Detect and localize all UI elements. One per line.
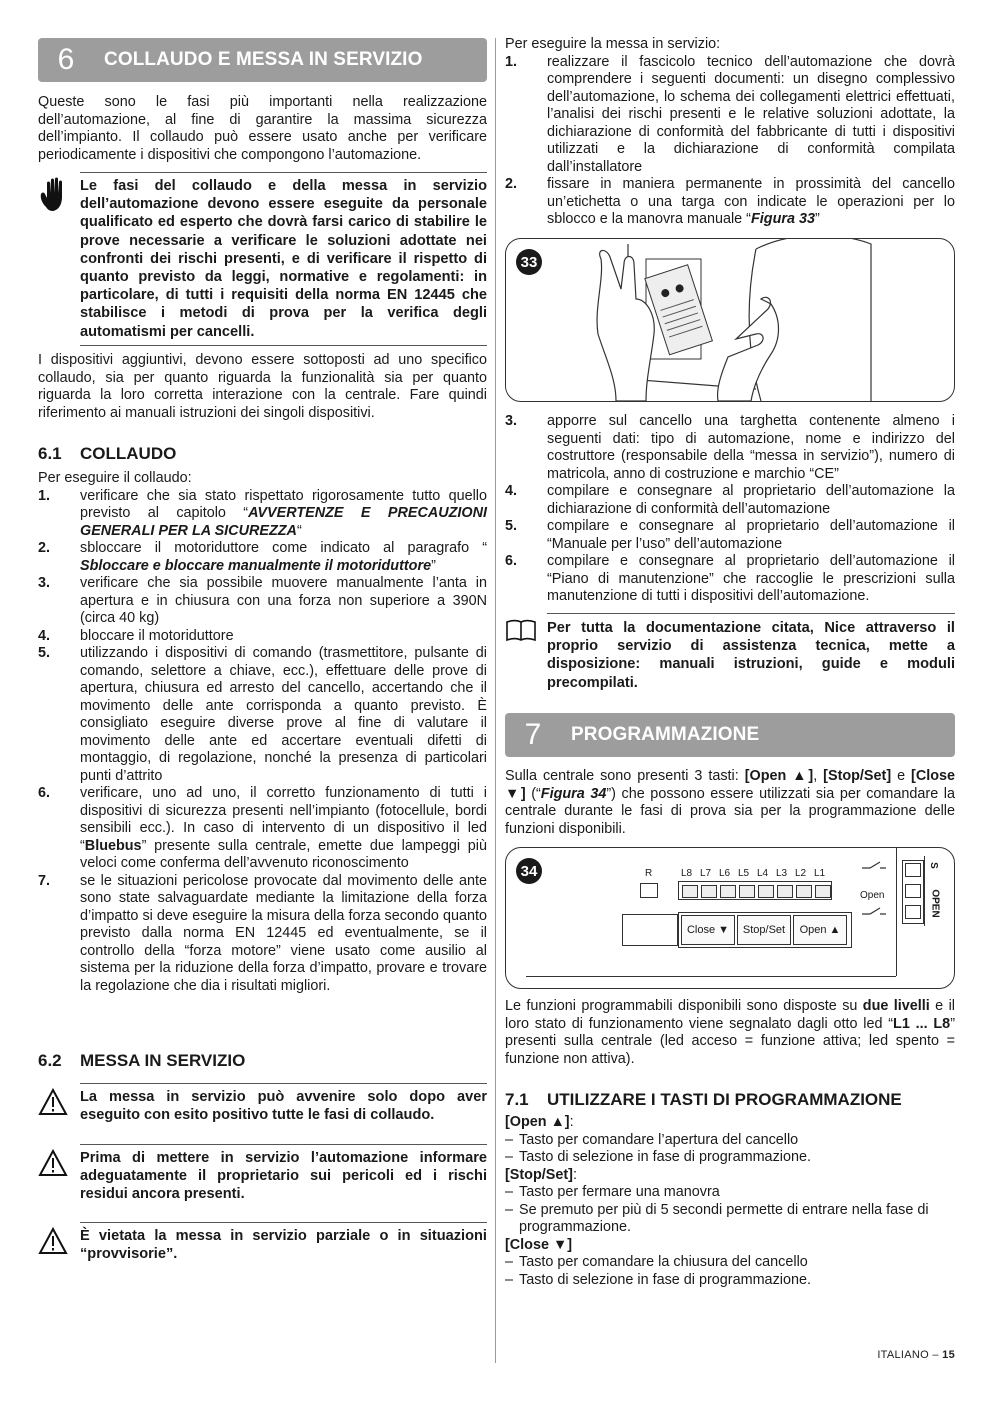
section-6-extra: I dispositivi aggiuntivi, devono essere sottoposti ad uno specifico collaudo, sia per quanto riguarda la funzionalità sia per quanto riguarda la loro corretta interazione con la centrale. Fare quindi riferimento ai manuali istruzioni dei singoli dispositivi. [38,352,487,421]
list-item: 6. compilare e consegnare al proprietario dell’automazione il “Piano di manutenzione” che raccoglie le prescrizioni sulla manutenzione di tutti i dispositivi dell’automazione. [505,553,955,604]
led [777,885,793,898]
list-item: 7. se le situazioni pericolose provocate dal movimento delle ante sono state salvaguardate mediante la limitazione della forza d’impatto si deve eseguire la misura della forza secondo quanto previsto dalla norma EN 12445 ed eventualmente, se il controllo della “forza motore” viene usato come ausilio al sistema per la riduzione della forza d’impatto, provare e trovare la regolazione che dia i risultati migliori. [38,872,487,994]
warning-note-1: La messa in servizio può avvenire solo dopo aver eseguito con esito positivo tutte le fasi di collaudo. [38,1088,487,1124]
list-item: – Tasto per fermare una manovra [505,1184,720,1200]
close-button[interactable]: Close ▼ [681,915,735,945]
section-7-after-figure: Le funzioni programmabili disponibili sono disposte su due livelli e il loro stato di funzionamento viene segnalato dagli otto led “L1 ... L8” presenti sulla centrale (led acceso = funzione attiva; led spento = funzione non attiva). [505,998,955,1067]
led-label: L6 [719,868,731,879]
warning-triangle-icon [38,1149,80,1204]
rule [547,613,955,614]
subsection-6-1-title: 6.1 COLLAUDO [38,444,177,463]
warning-note-2: Prima di mettere in servizio l’automazione informare adeguatamente il proprietario sui pericoli ed i rischi residui ancora presenti. [38,1149,487,1204]
led-label: L3 [776,868,788,879]
figure-34 [505,847,955,989]
messa-servizio-list-b [505,413,955,606]
figure-34-badge: 34 [516,858,542,884]
rule [80,172,487,173]
warning-note-3: È vietata la messa in servizio parziale o in situazioni “provvisorie”. [38,1227,487,1263]
switch-symbol [858,856,888,926]
list-item: 3. apporre sul cancello una targhetta contenente almeno i seguenti dati: tipo di automazione, nome e indirizzo del costruttore (responsabile della “messa in servizio”), numero di matricola, anno di costruzione e marchio “CE” [505,413,955,482]
column-divider [495,38,496,1363]
rule [80,1144,487,1145]
page-number: 15 [942,1349,955,1361]
led [720,885,736,898]
section-number: 6 [57,43,75,76]
collaudo-list [38,470,487,995]
led [701,885,717,898]
hand-stop-icon [38,177,80,341]
figure-33 [505,238,955,402]
terminal-open-label: OPEN [929,889,941,918]
warning-triangle-icon [38,1088,80,1124]
open-key-heading: [Open ▲]: [505,1114,574,1130]
subsection-6-2-title: 6.2 MESSA IN SERVIZIO [38,1051,246,1070]
section-title: COLLAUDO E MESSA IN SERVIZIO [104,49,423,70]
list-item: 6. verificare, uno ad uno, il corretto funzionamento di tutti i dispositivi di sicurezza presenti nell’impianto (fotocellule, bordi sensibili ecc.). In caso di intervento di un dispositivo il led “Bluebus” presente sulla centrale, emette due lampeggi più veloci come conferma dell’avvenuto riconoscimento [38,785,487,871]
led [682,885,698,898]
list-item: 5. compilare e consegnare al proprietario dell’automazione il “Manuale per l’uso” dell’automazione [505,518,955,552]
led [815,885,831,898]
list-item: – Se premuto per più di 5 secondi permette di entrare nella fase di programmazione. [505,1201,929,1235]
close-key-heading: [Close ▼] [505,1236,573,1253]
list-item: 4. bloccare il motoriduttore [38,627,234,644]
hand-warning-text: Le fasi del collaudo e della messa in servizio dell’automazione devono essere eseguite da personale qualificato ed esperto che dovrà farsi carico di stabilire le prove necessarie a verificare le soluzioni adottate nei confronti dei rischi presenti, e di verificare il rispetto di quanto previsto da leggi, normative e regolamenti: in particolare, di tutti i requisiti della norma EN 12445 che stabilisce i metodi di prova per la verifica degli automatismi per cancelli. [80,178,487,340]
list-item: 3. verificare che sia possibile muovere manualmente l’anta in apertura e in chiusura con una forza non superiore a 390N (circa 40 kg) [38,575,487,626]
rule [80,345,487,346]
terminal-s-label: S [927,862,939,869]
list-item: – Tasto di selezione in fase di programmazione. [505,1149,811,1165]
open-terminal-label: Open [860,890,885,901]
blank-key [622,914,678,946]
figure-33-badge: 33 [516,249,542,275]
section-title: PROGRAMMAZIONE [571,724,760,745]
led [758,885,774,898]
terminal [905,905,921,919]
hand-warning-note [38,177,487,341]
book-icon [505,619,547,692]
list-item: 2. sbloccare il motoriduttore come indicato al paragrafo “ Sbloccare e bloccare manualmente il motoriduttore” [38,540,487,574]
book-note: Per tutta la documentazione citata, Nice attraverso il proprio servizio di assistenza tecnica, mette a disposizione: manuali istruzioni, guide e moduli precompilati. [505,619,955,692]
program-keys-list [505,1114,955,1289]
footer-language: ITALIANO – [877,1349,943,1361]
section-7-header [505,713,955,757]
rule [80,1083,487,1084]
list-item: 1. realizzare il fascicolo tecnico dell’automazione che dovrà comprendere i seguenti documenti: un disegno complessivo dell’automazione, lo schema dei collegamenti elettrici effettuati, l’analisi dei rischi presenti e le relative soluzioni adottate, la dichiarazione di conformità del fabbricante di tutti i dispositivi utilizzati e la dichiarazione di conformità compilata dall’installatore [505,53,955,175]
led-label: L4 [757,868,769,879]
list-item: 5. utilizzando i dispositivi di comando (trasmettitore, pulsante di comando, selettore a chiave, ecc.), effettuare delle prove di apertura, chiusura ed arresto del cancello, accertando che il movimento delle ante corrisponda a quanto previsto. È consigliato eseguire diverse prove al fine di valutare il movimento delle ante ed accertare eventuali difetti di montaggio, di regolazione, nonché la presenza di particolari punti d’attrito [38,645,487,784]
section-7-intro: Sulla centrale sono presenti 3 tasti: [Open ▲], [Stop/Set] e [Close ▼] (“Figura 34”) che possono essere utilizzati sia per comandare la centrale durante le fasi di prova sia per la programmazione delle funzioni disponibili. [505,768,956,837]
rule [80,1222,487,1223]
led-r-label: R [645,868,653,879]
terminal [905,884,921,898]
terminal-labels [924,856,945,926]
section-6-header [38,38,487,82]
messa-servizio-lead: Per eseguire la messa in servizio: [505,36,721,52]
manual-release-illustration [506,239,954,401]
collaudo-lead: Per eseguire il collaudo: [38,470,192,486]
led-label: L1 [814,868,826,879]
open-button[interactable]: Open ▲ [793,915,847,945]
messa-servizio-list-a [505,36,955,229]
led-label: L2 [795,868,807,879]
led-label: L8 [681,868,693,879]
warning-triangle-icon [38,1227,80,1263]
led [796,885,812,898]
list-item: 2. fissare in maniera permanente in prossimità del cancello un’etichetta o una targa con indicate le operazioni per lo sblocco e la manovra manuale “Figura 33” [505,176,955,227]
page-footer [877,1349,955,1361]
list-item: – Tasto di selezione in fase di programmazione. [505,1271,811,1288]
section-number: 7 [524,718,542,751]
list-item: 4. compilare e consegnare al proprietario dell’automazione la dichiarazione di conformità dell’automazione [505,483,955,517]
list-item: – Tasto per comandare l’apertura del cancello [505,1131,799,1148]
led-r [640,883,658,898]
led [739,885,755,898]
section-6-intro: Queste sono le fasi più importanti nella realizzazione dell’automazione, al fine di garantire la massima sicurezza dell’impianto. Il collaudo può essere usato anche per verificare periodicamente i dispositivi che compongono l’automazione. [38,94,487,163]
list-item: – Tasto per comandare la chiusura del cancello [505,1254,808,1270]
led-label: L7 [700,868,712,879]
terminal [905,863,921,877]
subsection-7-1-title: 7.1 UTILIZZARE I TASTI DI PROGRAMMAZIONE [505,1090,902,1109]
stop-key-heading: [Stop/Set]: [505,1166,577,1183]
stop-set-button[interactable]: Stop/Set [737,915,791,945]
led-label: L5 [738,868,750,879]
list-item: 1. verificare che sia stato rispettato rigorosamente tutto quello previsto al capitolo “AVVERTENZE E PRECAUZIONI GENERALI PER LA SICUREZZA“ [38,487,487,539]
